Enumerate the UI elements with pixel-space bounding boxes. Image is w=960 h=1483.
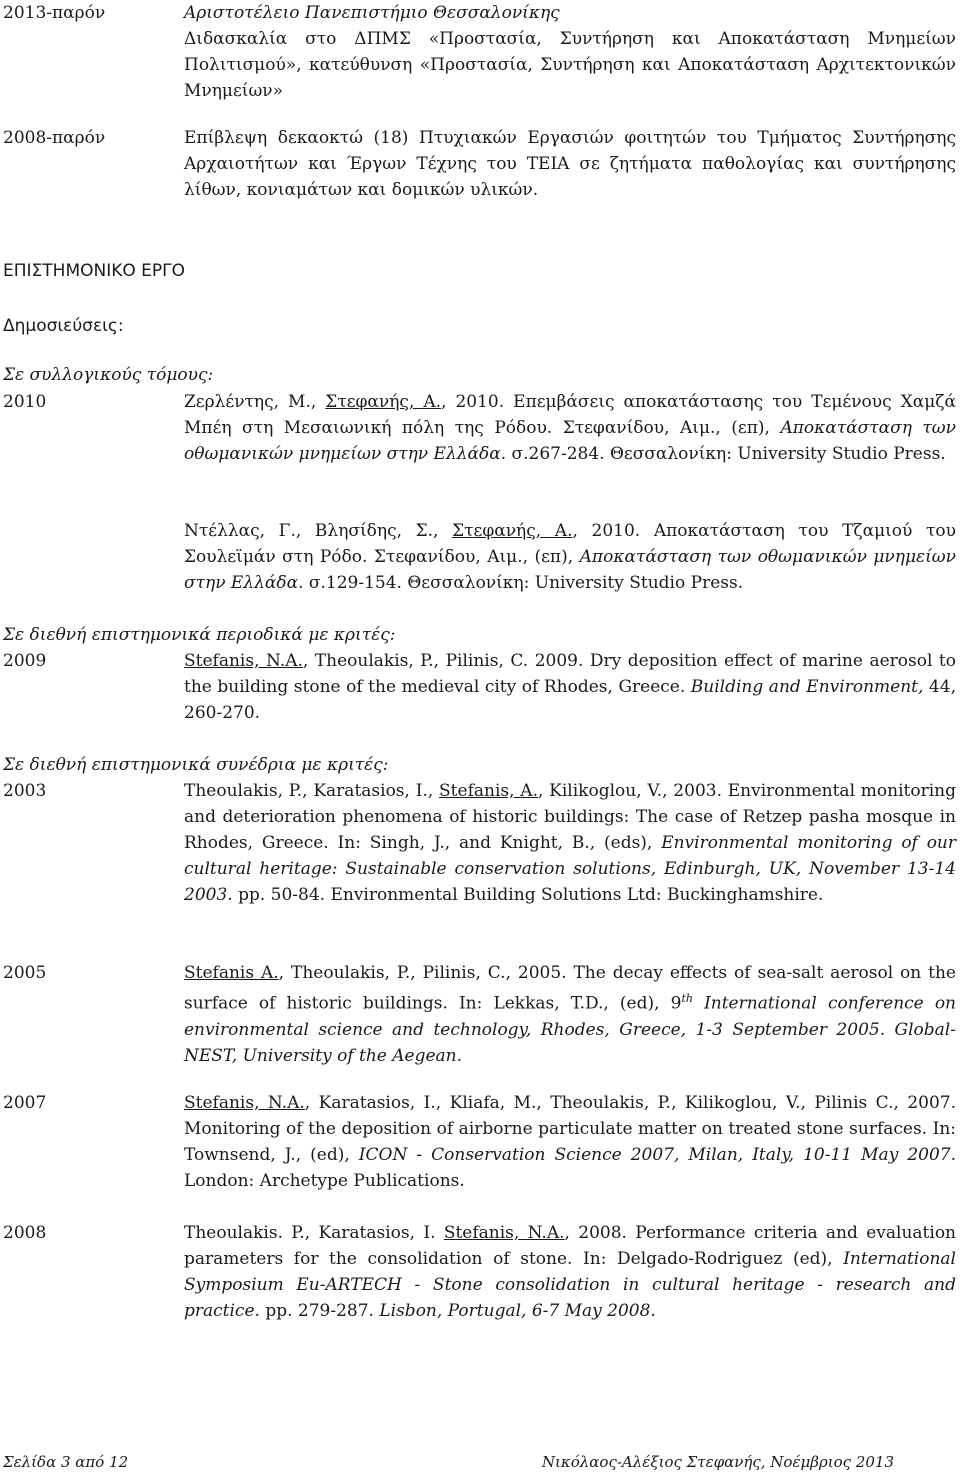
institution-name: Αριστοτέλειο Πανεπιστήμιο Θεσσαλονίκης [184, 3, 560, 23]
subsection-conferences: Σε διεθνή επιστημονικά συνέδρια με κριτές: [3, 755, 389, 775]
publication-citation: Stefanis, N.A., Theoulakis, P., Pilinis, C. 2009. Dry deposition effect of marine aerosol to the building stone of the medieval city of Rhodes, Greece. Building and Environment, 44, 260-270. [184, 651, 956, 723]
position-period: 2008-παρόν [3, 128, 106, 148]
author-highlight: Stefanis, N.A. [184, 651, 303, 671]
position-description: Διδασκαλία στο ΔΠΜΣ «Προστασία, Συντήρηση και Αποκατάσταση Μνημείων Πολιτισμού», κατεύθυνση «Προστασία, Συντήρηση και Αποκατάσταση Αρχιτεκτονικών Μνημείων» [184, 29, 956, 101]
author-highlight: Στεφανής, Α. [452, 521, 573, 541]
proceedings-title: Environmental monitoring of our cultural heritage: Sustainable conservation solutions, Edinburgh, UK, November 13-14 2003. [184, 833, 957, 905]
publication-year: 2008 [3, 1223, 47, 1243]
publication-year: 2005 [3, 963, 47, 983]
proceedings-title: ICON - Conservation Science 2007, Milan, Italy, 10-11 May 2007. [358, 1145, 956, 1165]
author-highlight: Stefanis, N.A. [443, 1223, 565, 1243]
author-highlight: Στεφανής, Α. [325, 392, 442, 412]
journal-title: Building and Environment, [690, 677, 924, 697]
author-highlight: Stefanis A. [184, 963, 279, 983]
publication-year: 2003 [3, 781, 47, 801]
page-number: Σελίδα 3 από 12 [3, 1453, 129, 1471]
publication-year: 2007 [3, 1093, 47, 1113]
book-title: Αποκατάσταση των οθωμανικών μνημείων στην Ελλάδα. [184, 547, 956, 593]
position-description: Επίβλεψη δεκαοκτώ (18) Πτυχιακών Εργασιών φοιτητών του Τμήματος Συντήρησης Αρχαιοτήτων και Έργων Τέχνης του ΤΕΙΑ σε ζητήματα παθολογίας και συντήρησης λίθων, κονιαμάτων και δομικών υλικών. [184, 128, 956, 200]
publication-citation: Ντέλλας, Γ., Βλησίδης, Σ., Στεφανής, Α., 2010. Αποκατάσταση του Τζαμιού του Σουλεϊμάν στη Ρόδο. Στεφανίδου, Αιμ., (επ), Αποκατάσταση των οθωμανικών μνημείων στην Ελλάδα. σ.129-154. Θεσσαλονίκη: University Studio Press. [184, 521, 956, 593]
publication-citation: Stefanis, N.A., Karatasios, I., Kliafa, M., Theoulakis, P., Kilikoglou, V., Pilinis C., 2007. Monitoring of the deposition of airborne particulate matter on treated stone surfaces. In: Townsend, J., (ed), ICON - Conservation Science 2007, Milan, Italy, 10-11 May 2007. London: Archetype Publications. [184, 1093, 956, 1191]
publication-citation: Stefanis A., Theoulakis, P., Pilinis, C., 2005. The decay effects of sea-salt aerosol on the surface of historic buildings. In: Lekkas, T.D., (ed), 9th International conference on environmental science and technology, Rhodes, Greece, 1-3 September 2005. Global-NEST, University of the Aegean. [184, 963, 957, 1066]
author-highlight: Stefanis, A. [439, 781, 538, 801]
publication-citation: Ζερλέντης, Μ., Στεφανής, Α., 2010. Επεμβάσεις αποκατάστασης του Τεμένους Χαμζά Μπέη στη Μεσαιωνική πόλη της Ρόδου. Στεφανίδου, Αιμ., (επ), Αποκατάσταση των οθωμανικών μνημείων στην Ελλάδα. σ.267-284. Θεσσαλονίκη: University Studio Press. [184, 392, 957, 464]
publication-year: 2009 [3, 651, 47, 671]
footer-author: Νικόλαος-Αλέξιος Στεφανής, Νοέμβριος 2013 [541, 1453, 894, 1471]
publication-year: 2010 [3, 392, 47, 412]
subsection-volumes: Σε συλλογικούς τόμους: [3, 365, 214, 385]
author-highlight: Stefanis, N.A. [184, 1093, 305, 1113]
section-title: ΕΠΙΣΤΗΜΟΝΙΚΟ ΕΡΓΟ [3, 261, 186, 281]
subsection-journals: Σε διεθνή επιστημονικά περιοδικά με κριτές: [3, 625, 396, 645]
book-title: Αποκατάσταση των οθωμανικών μνημείων στην Ελλάδα. [184, 418, 957, 464]
publication-citation: Theoulakis. P., Karatasios, I. Stefanis, N.A., 2008. Performance criteria and evaluation parameters for the consolidation of stone. In: Delgado-Rodriguez (ed), International Symposium Eu-ARTECH - Stone consolidation in cultural heritage - research and practice. pp. 279-287. Lisbon, Portugal, 6-7 May 2008. [184, 1223, 957, 1321]
publications-title: Δημοσιεύσεις: [3, 316, 124, 336]
proceedings-title: International Symposium Eu-ARTECH - Stone consolidation in cultural heritage - research and practice. [184, 1249, 956, 1321]
position-period: 2013-παρόν [3, 3, 106, 23]
proceedings-title: International conference on environmental science and technology, Rhodes, Greece, 1-3 September 2005. Global-NEST, University of the Aegean. [184, 993, 957, 1066]
publication-citation: Theoulakis, P., Karatasios, I., Stefanis, A., Kilikoglou, V., 2003. Environmental monitoring and deterioration phenomena of historic buildings: The case of Retzep pasha mosque in Rhodes, Greece. In: Singh, J., and Knight, B., (eds), Environmental monitoring of our cultural heritage: Sustainable conservation solutions, Edinburgh, UK, November 13-14 2003. pp. 50-84. Environmental Building Solutions Ltd: Buckinghamshire. [184, 781, 957, 905]
